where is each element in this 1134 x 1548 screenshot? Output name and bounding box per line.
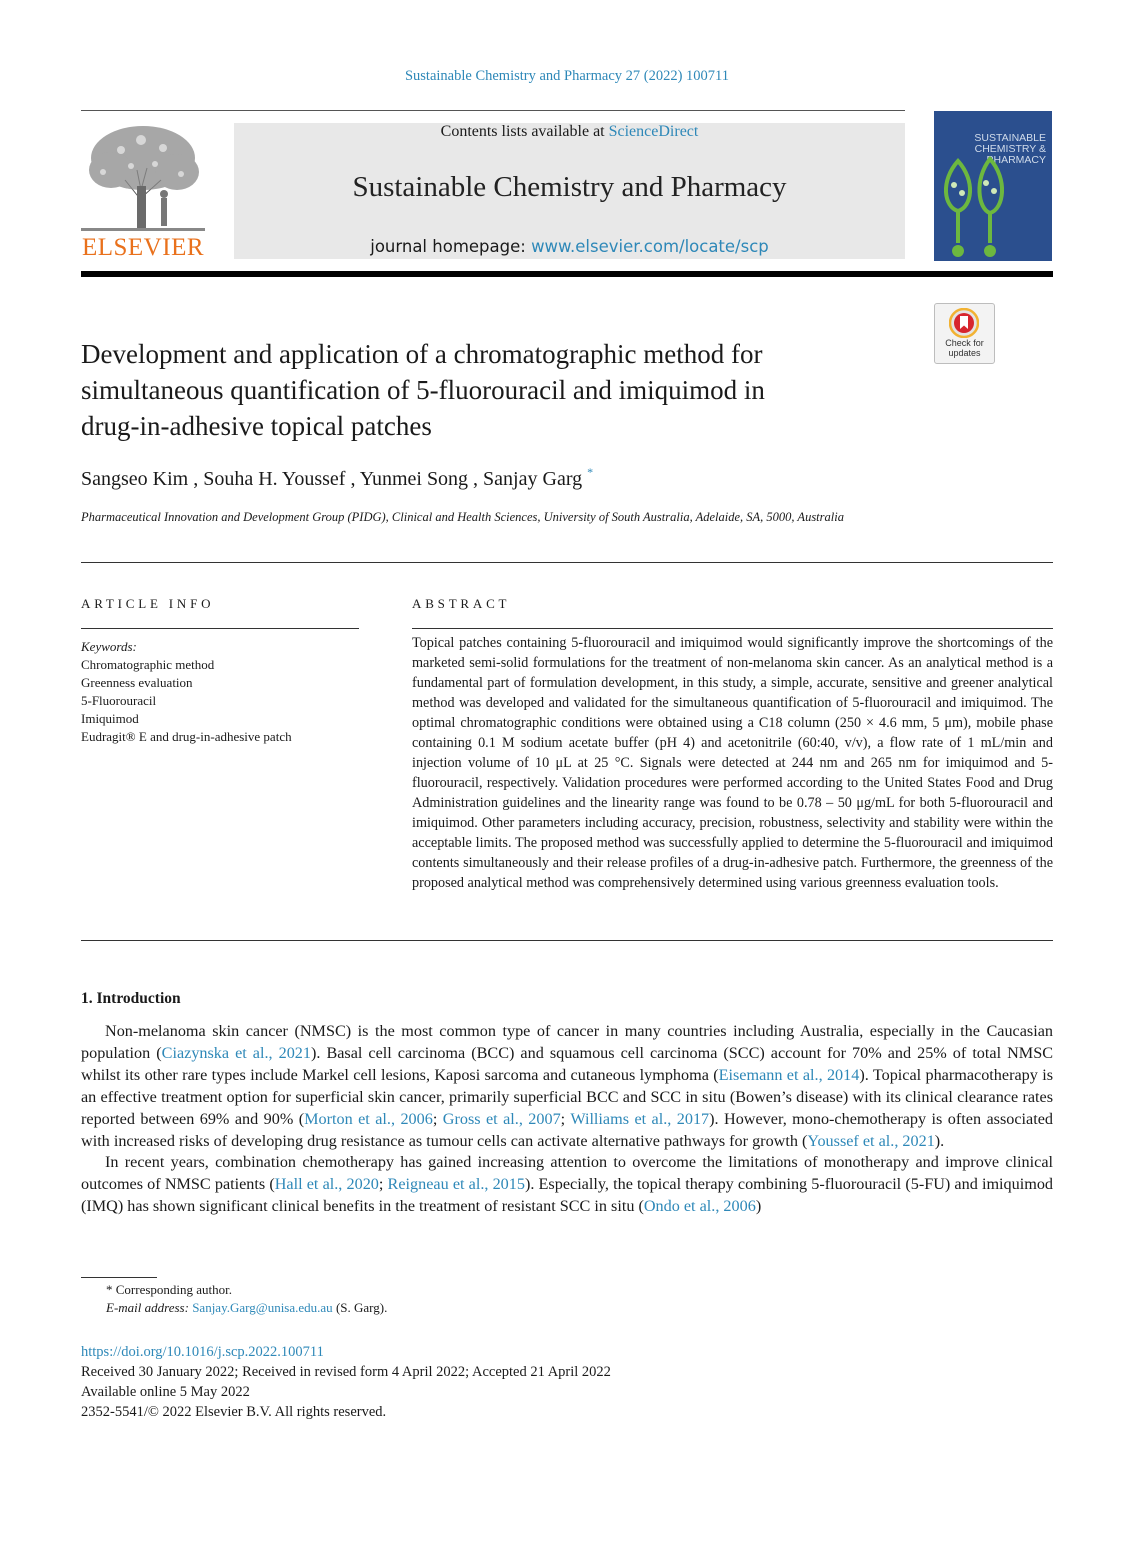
email-link[interactable]: Sanjay.Garg@unisa.edu.au	[192, 1300, 333, 1315]
citation-link[interactable]: Eisemann et al., 2014	[718, 1065, 860, 1084]
available-online: Available online 5 May 2022	[81, 1384, 250, 1400]
article-info-rule	[81, 628, 359, 629]
header-rule	[81, 110, 905, 111]
received-dates: Received 30 January 2022; Received in revised form 4 April 2022; Accepted 21 April 2022	[81, 1364, 611, 1380]
introduction-body	[81, 1021, 1053, 1218]
keyword-item: 5-Fluorouracil	[81, 693, 157, 708]
keyword-item: Imiquimod	[81, 711, 139, 726]
check-label-line: Check for	[945, 338, 984, 348]
cover-leaf-icon	[934, 111, 1052, 261]
copyright: 2352-5541/© 2022 Elsevier B.V. All rights reserved.	[81, 1404, 387, 1420]
check-for-updates-label	[935, 339, 994, 358]
intro-text: ;	[378, 1175, 388, 1194]
keyword-item: Greenness evaluation	[81, 675, 193, 690]
intro-text: Non-melanoma skin cancer (NMSC) is the most common type of cancer in many countries including Australia, especially in the Caucasian population (	[81, 1022, 1053, 1062]
citation-link[interactable]: Gross et al., 2007	[442, 1109, 561, 1128]
article-info-heading: ARTICLE INFO	[81, 596, 215, 611]
citation-link[interactable]: Williams et al., 2017	[570, 1109, 710, 1128]
elsevier-logo[interactable]	[81, 120, 205, 262]
citation-link[interactable]: Youssef et al., 2021	[807, 1131, 935, 1150]
citation-link[interactable]: Ondo et al., 2006	[643, 1197, 756, 1216]
journal-title: Sustainable Chemistry and Pharmacy	[352, 171, 787, 203]
header-thick-rule	[81, 271, 1053, 277]
journal-cover[interactable]	[934, 111, 1052, 261]
author-names: Sangseo Kim , Souha H. Youssef , Yunmei Song , Sanjay Garg	[81, 468, 583, 490]
elsevier-tree-icon	[81, 120, 205, 232]
homepage-link[interactable]: www.elsevier.com/locate/scp	[531, 237, 769, 256]
citation-link[interactable]: Morton et al., 2006	[304, 1109, 433, 1128]
intro-text: ). Especially, the topical therapy combining 5-fluorouracil (5-FU) and imiquimod (IMQ) has shown significant clinical benefits in the treatment of resistant SCC in situ (	[81, 1175, 1054, 1216]
title-line: Development and application of a chromatographic method for	[81, 339, 763, 369]
doi-link[interactable]: https://doi.org/10.1016/j.scp.2022.100711	[81, 1344, 324, 1360]
intro-text: ). However, mono-chemotherapy is often associated with increased risks of developing drug resistance as tumour cells can activate alternative pathways for growth (	[81, 1109, 1053, 1150]
title-line: simultaneous quantification of 5-fluorouracil and imiquimod in	[81, 375, 765, 405]
homepage-prefix: journal homepage:	[370, 237, 532, 256]
cover-title-line: SUSTAINABLE	[974, 132, 1046, 144]
intro-paragraph	[81, 1021, 1053, 1152]
keywords-label: Keywords:	[81, 639, 137, 654]
section-rule	[81, 562, 1053, 563]
citation-link[interactable]: Ciazynska et al., 2021	[161, 1043, 311, 1062]
contents-prefix: Contents lists available at	[440, 123, 609, 140]
citation-link[interactable]: Reigneau et al., 2015	[387, 1175, 525, 1194]
publisher-name: ELSEVIER	[81, 234, 205, 261]
bookmark-icon	[949, 308, 979, 338]
intro-text: In recent years, combination chemotherapy has gained increasing attention to overcome the limitations of monotherapy and improve clinical outcomes of NMSC patients (	[81, 1153, 1053, 1194]
affiliation: Pharmaceutical Innovation and Development Group (PIDG), Clinical and Health Sciences, University of South Australia, Adelaide, SA, 5000, Australia	[81, 510, 844, 524]
keyword-item: Chromatographic method	[81, 657, 215, 672]
keywords-block	[81, 638, 292, 746]
article-title	[81, 336, 901, 444]
author-list	[81, 465, 593, 491]
abstract-rule	[412, 628, 1053, 629]
check-label-line: updates	[948, 347, 981, 358]
journal-banner	[234, 123, 905, 259]
check-for-updates-button[interactable]	[934, 303, 995, 364]
cover-title-line: CHEMISTRY &	[974, 143, 1046, 155]
intro-text: ).	[934, 1131, 945, 1150]
abstract-end-rule	[81, 940, 1053, 941]
intro-paragraph	[81, 1152, 1053, 1218]
sciencedirect-link[interactable]: ScienceDirect	[608, 123, 699, 140]
email-label: E-mail address:	[106, 1300, 193, 1315]
journal-homepage	[234, 237, 905, 256]
intro-text: )	[755, 1197, 762, 1216]
contents-line	[234, 123, 905, 141]
footnotes	[106, 1281, 387, 1317]
email-note	[106, 1299, 387, 1317]
corresponding-author-mark[interactable]: *	[587, 465, 594, 479]
intro-text: ). Topical pharmacotherapy is an effective treatment option for superficial skin cancer, primarily superficial BCC and SCC in situ (Bowen’s disease) with its clinical clearance rates reported between 69% and 90% (	[81, 1065, 1053, 1128]
intro-text: ). Basal cell carcinoma (BCC) and squamous cell carcinoma (SCC) account for 70% and 25% of total NMSC whilst its other rare types include Markel cell lesions, Kaposi sarcoma and cutaneous lymphoma (	[81, 1043, 1053, 1084]
intro-text: ;	[560, 1109, 571, 1128]
abstract-text: Topical patches containing 5-fluorouracil and imiquimod would significantly improve the shortcomings of the marketed semi-solid formulations for the treatment of non-melanoma skin cancer. As an analytical method is a fundamental part of formulation development, in this study, a simple, accurate, sensitive and greener analytical method was developed and validated for the simultaneous quantification of 5-fluorouracil and imiquimod. The optimal chromatographic conditions were obtained using a C18 column (250 × 4.6 mm, 5 μm), mobile phase containing 0.1 M sodium acetate buffer (pH 4) and acetonitrile (60:40, v/v), a flow rate of 1 mL/min and injection volume of 10 μL at 25 °C. Signals were detected at 244 nm and 265 nm for imiquimod and 5-fluorouracil, respectively. Validation procedures were performed according to the United States Food and Drug Administration guidelines and the linearity range was found to be 0.78 – 50 μg/mL for both 5-fluorouracil and imiquimod. Other parameters including accuracy, precision, robustness, selectivity and stability were within the acceptable limits. The proposed method was successfully applied to determine the 5-fluorouracil and imiquimod contents simultaneously and their release profiles of a drug-in-adhesive patch. Furthermore, the greenness of the proposed analytical method was comprehensively determined using various greenness evaluation tools.	[412, 635, 1053, 891]
cover-title-line: PHARMACY	[986, 154, 1046, 166]
footnote-rule	[81, 1277, 157, 1278]
abstract-heading: ABSTRACT	[412, 596, 511, 611]
introduction-heading: 1. Introduction	[81, 990, 181, 1007]
intro-text: ;	[432, 1109, 443, 1128]
keyword-item: Eudragit® E and drug-in-adhesive patch	[81, 729, 292, 744]
title-line: drug-in-adhesive topical patches	[81, 411, 432, 441]
citation-link[interactable]: Hall et al., 2020	[274, 1175, 379, 1194]
article-metadata	[81, 1342, 611, 1422]
journal-citation-link[interactable]: Sustainable Chemistry and Pharmacy 27 (2022) 100711	[404, 68, 730, 84]
corresponding-author-note: * Corresponding author.	[106, 1282, 233, 1297]
email-suffix: (S. Garg).	[332, 1300, 388, 1315]
journal-citation[interactable]	[0, 68, 1134, 85]
